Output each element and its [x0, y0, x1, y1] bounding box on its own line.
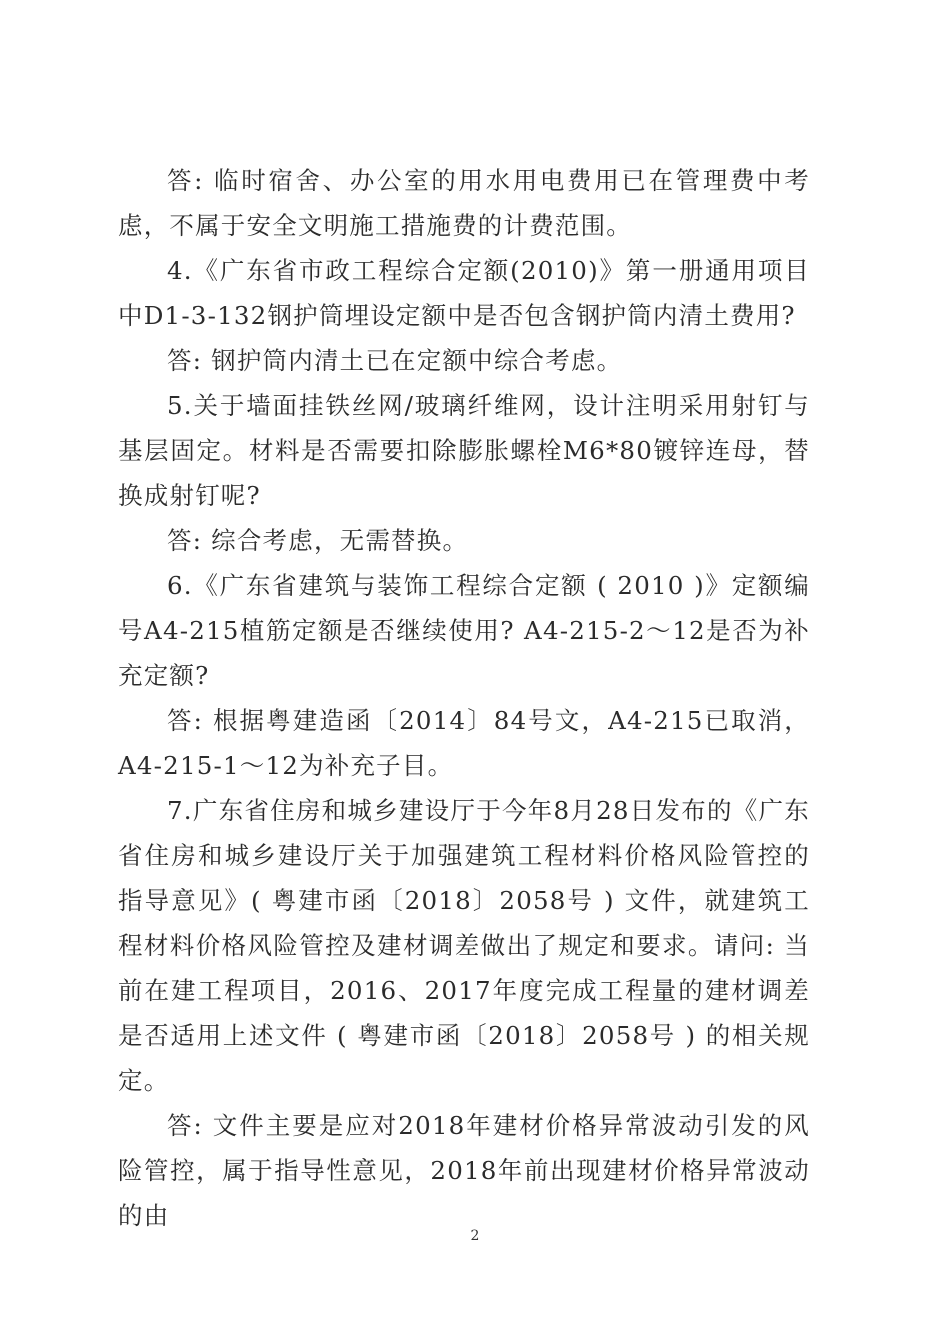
answer-3-paragraph: 答: 临时宿舍、办公室的用水用电费用已在管理费中考虑，不属于安全文明施工措施费的计费范围。 [118, 166, 810, 240]
answer-5-paragraph: 答: 综合考虑，无需替换。 [167, 526, 469, 555]
question-4-paragraph: 4.《广东省市政工程综合定额(2010)》第一册通用项目中D1-3-132钢护筒埋设定额中是否包含钢护筒内清土费用? [118, 256, 810, 330]
document-body [118, 158, 810, 1238]
question-7-paragraph: 7.广东省住房和城乡建设厅于今年8月28日发布的《广东省住房和城乡建设厅关于加强建筑工程材料价格风险管控的指导意见》( 粤建市函〔2018〕2058号 ) 文件，就建筑工程材料价格风险管控及建材调差做出了规定和要求。请问: 当前在建工程项目，2016、2017年度完成工程量的建材调差是否适用上述文件 ( 粤建市函〔2018〕2058号 ) 的相关规定。 [118, 796, 810, 1095]
question-6-paragraph: 6.《广东省建筑与装饰工程综合定额 ( 2010 )》定额编号A4-215植筋定额是否继续使用? A4-215-2～12是否为补充定额? [118, 571, 810, 690]
page-number: 2 [470, 1228, 480, 1244]
answer-6-paragraph: 答: 根据粤建造函〔2014〕84号文，A4-215已取消，A4-215-1～12为补充子目。 [118, 706, 810, 780]
question-5-paragraph: 5.关于墙面挂铁丝网/玻璃纤维网，设计注明采用射钉与基层固定。材料是否需要扣除膨胀螺栓M6*80镀锌连母，替换成射钉呢? [118, 391, 810, 510]
answer-4-paragraph: 答: 钢护筒内清土已在定额中综合考虑。 [167, 346, 623, 375]
answer-7-paragraph: 答: 文件主要是应对2018年建材价格异常波动引发的风险管控，属于指导性意见，2018年前出现建材价格异常波动的由 [118, 1111, 810, 1230]
